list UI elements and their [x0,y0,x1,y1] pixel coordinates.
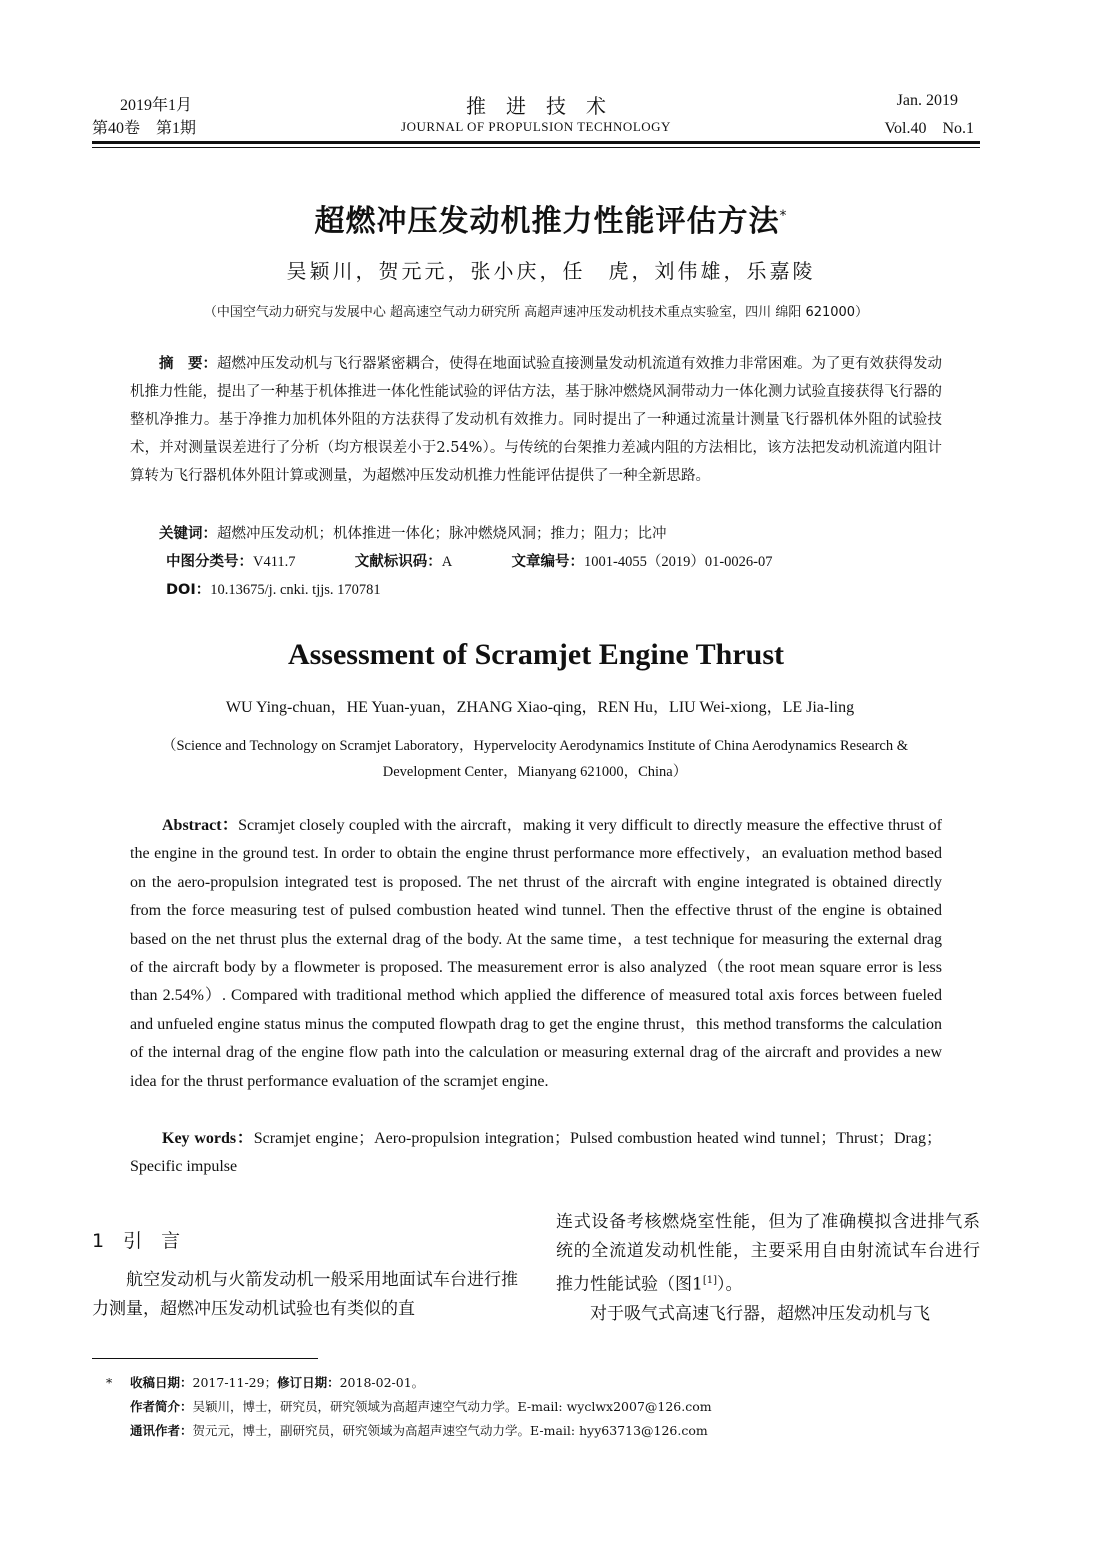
bio-text: 吴颖川，博士，研究员，研究领域为高超声速空气动力学。E-mail: wyclwx2007@126.com [192,1399,712,1414]
paper-title-cn [0,196,1102,240]
doi-line [166,576,381,604]
paper-title-cn-text: 超燃冲压发动机推力性能评估方法 [314,204,780,239]
doc-code-value: A [441,554,453,570]
header-journal-en: JOURNAL OF PROPULSION TECHNOLOGY [401,119,671,134]
affiliation-en-line1: （Science and Technology on Scramjet Laboratory，Hypervelocity Aerodynamics Institute of China Aerodynamics Research & [161,738,909,754]
clc-label: 中图分类号： [166,554,253,570]
section-heading: 1 引 言 [92,1230,181,1252]
abstract-cn-text: 超燃冲压发动机与飞行器紧密耦合，使得在地面试验直接测量发动机流道有效推力非常困难。为了更有效获得发动机推力性能，提出了一种基于机体推进一体化性能试验的评估方法，基于脉冲燃烧风洞带动力一体化测力试验直接获得飞行器的整机净推力。基于净推力加机体外阻的方法获得了发动机有效推力。同时提出了一种通过流量计测量飞行器机体外阻的试验技术，并对测量误差进行了分析（均方根误差小于2.54%）。与传统的台架推力差减内阻的方法相比，该方法把发动机流道内阻计算转为飞行器机体外阻计算或测量，为超燃冲压发动机推力性能评估提供了一种全新思路。 [130,356,942,484]
section1-right-text1-end: ）。 [717,1274,743,1295]
keywords-cn-label: 关键词： [159,526,217,542]
classification-line [166,548,772,576]
keywords-en [130,1125,942,1182]
header-volume-cn: 第40卷 第1期 [92,120,197,137]
authors-en: WU Ying-chuan，HE Yuan-yuan，ZHANG Xiao-qing，REN Hu，LIU Wei-xiong，LE Jia-ling [225,699,855,716]
header-date-cn: 2019年1月 [120,97,193,114]
clc-value: V411.7 [253,554,296,570]
header-journal-cn: 推 进 技 术 [466,94,606,118]
header-rule-thin [92,147,980,148]
abstract-en [130,812,942,1096]
header-date-en: Jan. 2019 [896,92,958,109]
section1-right-column [556,1208,980,1329]
section1-right-paragraph2 [556,1300,980,1329]
abstract-en-label: Abstract： [162,817,239,834]
section1-right-paragraph1 [556,1208,980,1300]
affiliation-cn: （中国空气动力研究与发展中心 超高速空气动力研究所 高超声速冲压发动机技术重点实验室，四川 绵阳 621000） [203,305,869,320]
affiliation-en [110,733,960,785]
section1-right-text2: 对于吸气式高速飞行器，超燃冲压发动机与飞 [590,1303,930,1324]
footnote-dates [106,1371,966,1395]
section1-right-text1: 连式设备考核燃烧室性能，但为了准确模拟含进排气系统的全流道发动机性能，主要采用自由射流试车台进行推力性能试验（图1 [556,1212,980,1295]
corr-text: 贺元元，博士，副研究员，研究领域为高超声速空气动力学。E-mail: hyy63713@126.com [192,1423,708,1438]
section1-left-text: 航空发动机与火箭发动机一般采用地面试车台进行推力测量，超燃冲压发动机试验也有类似的直 [92,1270,518,1319]
footnote-rule [92,1358,318,1359]
footnote-corresponding [106,1419,966,1443]
article-no-label: 文章编号： [511,554,584,570]
article-no-value: 1001-4055（2019）01-0026-07 [583,554,773,570]
keywords-en-text: Scramjet engine；Aero-propulsion integration；Pulsed combustion heated wind tunnel；Thrust；Drag；Specific impulse [130,1130,942,1176]
header-volume-en: Vol.40 No.1 [884,120,974,137]
abstract-cn [130,350,942,490]
revised-label: 修订日期： [277,1375,340,1390]
paper-title-en: Assessment of Scramjet Engine Thrust [287,638,785,671]
title-footnote-mark: * [779,208,788,224]
keywords-cn [130,520,942,548]
received-value: 2017-11-29； [192,1375,278,1390]
abstract-en-text: Scramjet closely coupled with the aircraft，making it very difficult to directly measure the effective thrust of the engine in the ground test. In order to obtain the engine thrust performance more effectively，an evaluation method based on the aero-propulsion integrated test is proposed. The net thrust of the aircraft with engine integrated is obtained directly from the force measuring test of pulsed combustion heated wind tunnel. Then the effective thrust of the engine is obtained based on the net thrust plus the external drag of the body. At the same time，a test technique for measuring the external drag of the aircraft body by a flowmeter is proposed. The measurement error is also analyzed（the root mean square error is less than 2.54%）. Compared with traditional method which applied the difference of measured total axis forces between fueled and unfueled engine status minus the computed flowpath drag to get the engine thrust，this method transforms the calculation of the internal drag of the engine flow path into the calculation or measuring external drag of the aircraft and provides a new idea for the thrust performance evaluation of the scramjet engine. [130,817,943,1090]
footnote-author-bio [106,1395,966,1419]
header-rule-thick [92,141,980,144]
keywords-en-label: Key words： [162,1130,254,1147]
bio-label: 作者简介： [130,1399,193,1414]
doi-value: 10.13675/j. cnki. tjjs. 170781 [210,582,381,598]
authors-cn: 吴颖川，贺元元，张小庆，任 虎，刘伟雄，乐嘉陵 [286,259,816,283]
section1-left-paragraph [92,1266,518,1324]
received-label: 收稿日期： [130,1375,193,1390]
keywords-cn-text: 超燃冲压发动机；机体推进一体化；脉冲燃烧风洞；推力；阻力；比冲 [217,526,667,542]
affiliation-en-line2: Development Center，Mianyang 621000，China） [382,764,688,780]
footnote-marker: * [106,1375,113,1390]
footnote-block [106,1371,966,1443]
citation-ref: [1] [702,1275,717,1286]
abstract-cn-label: 摘 要： [159,356,217,372]
revised-value: 2018-02-01。 [339,1375,425,1390]
doc-code-label: 文献标识码： [354,554,442,570]
doi-label: DOI： [166,582,211,598]
corr-label: 通讯作者： [130,1423,193,1438]
